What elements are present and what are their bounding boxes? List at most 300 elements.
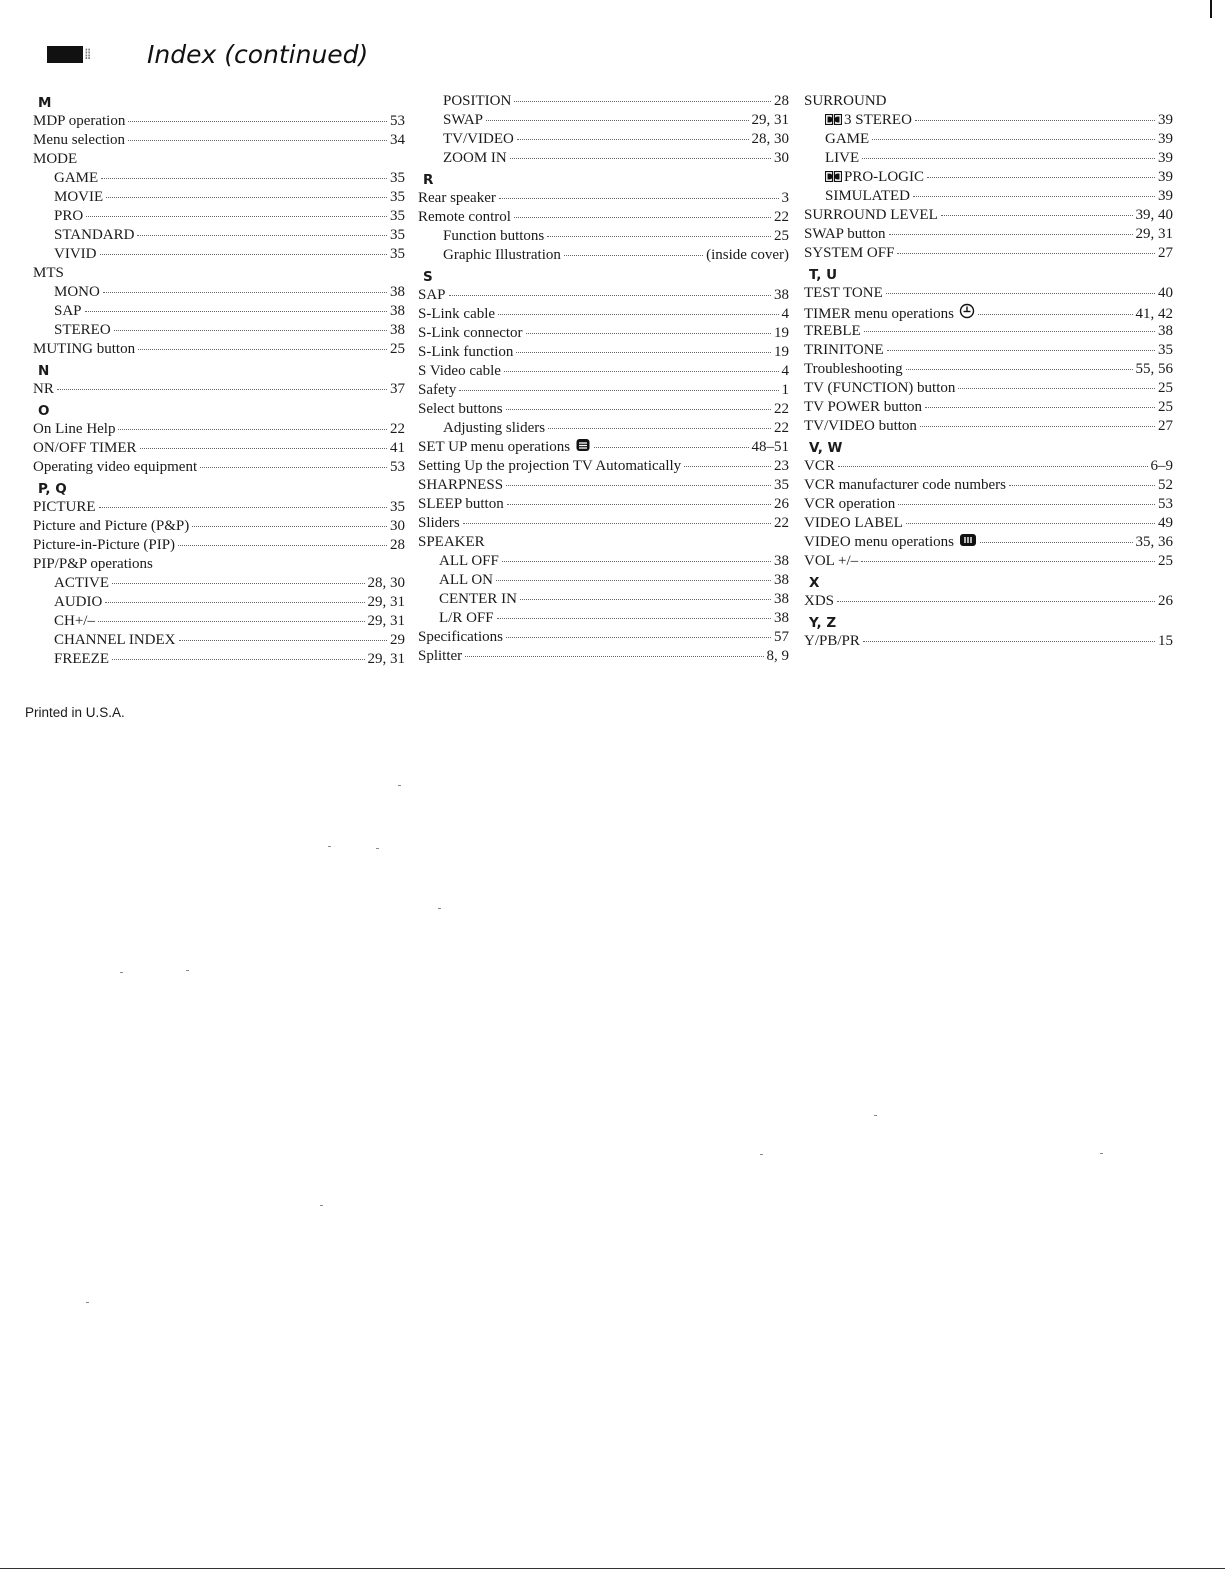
index-entry-text: L/R OFF — [439, 610, 494, 626]
index-entry-label — [33, 380, 54, 399]
index-entry-label — [33, 555, 153, 574]
page-number: 29, 31 — [367, 613, 405, 629]
index-entry-text: Picture and Picture (P&P) — [33, 518, 190, 534]
index-entry-text: Setting Up the projection TV Automatically — [418, 458, 682, 474]
index-entry-label — [804, 360, 903, 379]
page-number: 38 — [390, 284, 405, 300]
index-entry-muting-button — [33, 340, 405, 359]
timer-menu-icon — [959, 303, 975, 325]
index-entry-text: PICTURE — [33, 499, 96, 515]
index-entry-text: VCR manufacturer code numbers — [804, 477, 1007, 493]
index-entry-label — [54, 321, 111, 340]
index-entry-label — [825, 187, 910, 206]
scan-speck — [398, 785, 401, 786]
index-entry-text: SIMULATED — [825, 188, 910, 204]
index-entry-video-label — [804, 514, 1173, 533]
page-number: 34 — [390, 132, 405, 148]
index-entry-label — [804, 92, 887, 111]
dot-leader — [897, 253, 1155, 254]
dot-leader — [887, 350, 1155, 351]
dot-leader — [103, 292, 387, 293]
index-entry-select-buttons — [418, 400, 789, 419]
index-entry-label — [418, 400, 503, 419]
index-entry-label — [804, 398, 922, 417]
index-entry-system-off — [804, 244, 1173, 263]
index-entry-text: LIVE — [825, 150, 860, 166]
index-entry-label — [54, 302, 82, 321]
page-number: 35, 36 — [1135, 534, 1173, 550]
dot-leader — [548, 428, 771, 429]
dot-leader — [178, 545, 387, 546]
index-entry-label — [804, 592, 834, 611]
page-number: 49 — [1158, 515, 1173, 531]
index-letter-heading: S — [423, 269, 433, 285]
dot-leader — [925, 407, 1155, 408]
dot-leader — [915, 120, 1155, 121]
index-entry-text: S-Link function — [418, 344, 514, 360]
dot-leader — [459, 390, 778, 391]
index-entry-label — [418, 647, 462, 666]
index-entry-label — [418, 381, 456, 400]
page-number: 4 — [781, 306, 789, 322]
page-number: 29, 31 — [751, 112, 789, 128]
dot-leader — [200, 467, 387, 468]
index-entry-y-pb-pr — [804, 632, 1173, 651]
index-entry-text: MDP operation — [33, 113, 126, 129]
page-number: 35 — [390, 499, 405, 515]
dot-leader — [137, 235, 387, 236]
index-entry-text: S Video cable — [418, 363, 501, 379]
index-entry-active — [33, 574, 405, 593]
page-number: 30 — [774, 150, 789, 166]
index-entry-label — [804, 244, 894, 263]
index-entry-movie — [33, 188, 405, 207]
index-entry-text: Remote control — [418, 209, 511, 225]
index-entry-nr — [33, 380, 405, 399]
dot-leader — [838, 466, 1148, 467]
page-number: 8, 9 — [766, 648, 789, 664]
dot-leader — [497, 618, 771, 619]
page-number: 38 — [774, 610, 789, 626]
dot-leader — [140, 448, 388, 449]
index-entry-text: MONO — [54, 284, 100, 300]
dot-leader — [920, 426, 1155, 427]
dot-leader — [128, 140, 387, 141]
index-entry-label — [804, 514, 903, 533]
index-column-3 — [804, 92, 1173, 651]
index-entry-text: TIMER menu operations — [804, 306, 954, 322]
index-entry-ch — [33, 612, 405, 631]
dot-leader — [86, 216, 387, 217]
dot-leader — [85, 311, 387, 312]
dot-leader — [112, 659, 365, 660]
dolby-icon — [825, 112, 844, 131]
index-entry-s-link-connector — [418, 324, 789, 343]
index-entry-label — [804, 341, 884, 360]
index-entry-remote-control — [418, 208, 789, 227]
index-entry-mode — [33, 150, 405, 169]
index-column-2 — [418, 92, 789, 666]
dot-leader — [517, 139, 749, 140]
index-entry-label — [54, 650, 109, 669]
index-entry-standard — [33, 226, 405, 245]
index-entry-troubleshooting — [804, 360, 1173, 379]
index-entry-test-tone — [804, 284, 1173, 303]
index-entry-label — [418, 208, 511, 227]
index-entry-mono — [33, 283, 405, 302]
page-number: 29, 31 — [367, 594, 405, 610]
page-number: 38 — [774, 553, 789, 569]
index-entry-video-menu-operations — [804, 533, 1173, 552]
index-entry-text: SHARPNESS — [418, 477, 504, 493]
page-number: 19 — [774, 325, 789, 341]
index-letter-heading: Y, Z — [809, 615, 837, 631]
index-entry-label — [804, 379, 955, 398]
index-entry-center-in — [418, 590, 789, 609]
page-number: 28, 30 — [751, 131, 789, 147]
index-entry-label — [439, 590, 517, 609]
index-entry-tv-video — [418, 130, 789, 149]
bottom-rule — [0, 1568, 1225, 1569]
index-entry-text: 3 STEREO — [844, 112, 912, 128]
index-entry-label — [443, 111, 483, 130]
dolby-icon — [825, 169, 844, 188]
page-number: (inside cover) — [706, 247, 789, 263]
page-number: 1 — [781, 382, 789, 398]
index-entry-sliders — [418, 514, 789, 533]
page-number: 39 — [1158, 150, 1173, 166]
index-entry-label — [33, 264, 64, 283]
page-number: 29, 31 — [1135, 226, 1173, 242]
index-entry-label — [825, 168, 924, 188]
index-entry-label — [54, 631, 176, 650]
index-entry-text: PRO — [54, 208, 84, 224]
index-entry-freeze — [33, 650, 405, 669]
index-entry-text: CENTER IN — [439, 591, 517, 607]
dot-leader — [906, 523, 1155, 524]
dot-leader — [101, 178, 387, 179]
index-entry-label — [54, 169, 98, 188]
index-entry-text: SWAP button — [804, 226, 886, 242]
dot-leader — [99, 507, 387, 508]
index-entry-label — [825, 130, 869, 149]
page-number: 38 — [390, 322, 405, 338]
index-entry-label — [418, 362, 501, 381]
index-entry-text: SET UP menu operations — [418, 439, 571, 455]
index-entry-label — [418, 286, 446, 305]
setup-menu-icon — [575, 438, 591, 458]
index-entry-vcr-manufacturer-code-numbers — [804, 476, 1173, 495]
page-number: 41, 42 — [1135, 306, 1173, 322]
index-entry-label — [418, 189, 496, 208]
dot-leader — [114, 330, 387, 331]
index-entry-label — [54, 612, 95, 631]
page-number: 40 — [1158, 285, 1173, 301]
index-entry-stereo — [33, 321, 405, 340]
index-entry-label — [443, 246, 561, 265]
index-entry-sap — [33, 302, 405, 321]
page-number: 15 — [1158, 633, 1173, 649]
index-entry-swap — [418, 111, 789, 130]
index-entry-label — [33, 340, 135, 359]
index-entry-text: Graphic Illustration — [443, 247, 561, 263]
index-entry-text: AUDIO — [54, 594, 103, 610]
index-entry-label — [33, 420, 115, 439]
index-entry-audio — [33, 593, 405, 612]
index-entry-text: VIVID — [54, 246, 97, 262]
dot-leader — [463, 523, 771, 524]
index-entry-l-r-off — [418, 609, 789, 628]
index-entry-text: ALL ON — [439, 572, 494, 588]
index-entry-specifications — [418, 628, 789, 647]
index-entry-all-on — [418, 571, 789, 590]
index-entry-text: MTS — [33, 265, 64, 281]
index-entry-label — [443, 130, 514, 149]
index-entry-text: PRO-LOGIC — [844, 169, 925, 185]
index-entry-text: Sliders — [418, 515, 460, 531]
index-entry-vol — [804, 552, 1173, 571]
dot-leader — [886, 293, 1155, 294]
dot-leader — [504, 371, 779, 372]
index-letter-heading: M — [38, 95, 52, 111]
index-entry-label — [439, 552, 499, 571]
index-entry-text: TEST TONE — [804, 285, 883, 301]
dot-leader — [98, 621, 365, 622]
dot-leader — [906, 369, 1133, 370]
dot-leader — [684, 466, 771, 467]
index-entry-label — [804, 552, 858, 571]
index-entry-text: SWAP — [443, 112, 484, 128]
index-entry-text: MODE — [33, 151, 78, 167]
page-number: 38 — [774, 572, 789, 588]
page-number: 53 — [390, 459, 405, 475]
dot-leader — [978, 314, 1133, 315]
index-entry-text: Select buttons — [418, 401, 503, 417]
page-number: 39 — [1158, 188, 1173, 204]
page-number: 3 — [781, 190, 789, 206]
dot-leader — [863, 641, 1155, 642]
scan-speck — [760, 1154, 763, 1155]
page-number: 38 — [774, 287, 789, 303]
index-entry-text: FREEZE — [54, 651, 109, 667]
index-entry-label — [33, 131, 125, 150]
index-entry-text: VOL +/– — [804, 553, 859, 569]
page-number: 55, 56 — [1135, 361, 1173, 377]
page-number: 27 — [1158, 418, 1173, 434]
index-entry-xds — [804, 592, 1173, 611]
index-entry-mdp-operation — [33, 112, 405, 131]
page-number: 26 — [1158, 593, 1173, 609]
page-number: 25 — [390, 341, 405, 357]
scan-speck — [120, 972, 123, 973]
index-entry-timer-menu-operations — [804, 303, 1173, 322]
index-entry-pip-p-p-operations — [33, 555, 405, 574]
index-entry-game — [804, 130, 1173, 149]
index-entry-label — [33, 498, 96, 517]
index-entry-text: GAME — [54, 170, 99, 186]
page-number: 22 — [774, 515, 789, 531]
dot-leader — [514, 217, 771, 218]
scan-speck — [438, 908, 441, 909]
index-entry-mts — [33, 264, 405, 283]
page-number: 35 — [390, 227, 405, 243]
index-entry-text: Troubleshooting — [804, 361, 903, 377]
page-number: 23 — [774, 458, 789, 474]
index-entry-text: CHANNEL INDEX — [54, 632, 176, 648]
index-entry-text: Operating video equipment — [33, 459, 198, 475]
index-entry-label — [33, 536, 175, 555]
index-entry-label — [804, 495, 895, 514]
printed-in-note: Printed in U.S.A. — [25, 705, 125, 720]
index-entry-label — [804, 322, 861, 341]
index-entry-text: TV (FUNCTION) button — [804, 380, 956, 396]
index-entry-operating-video-equipment — [33, 458, 405, 477]
index-entry-label — [54, 283, 100, 302]
index-entry-sap — [418, 286, 789, 305]
page-number: 19 — [774, 344, 789, 360]
index-entry-tv-function-button — [804, 379, 1173, 398]
index-entry-label — [804, 457, 835, 476]
index-entry-label — [418, 628, 503, 647]
index-entry-label — [54, 207, 83, 226]
page-number: 26 — [774, 496, 789, 512]
index-entry-s-video-cable — [418, 362, 789, 381]
index-entry-text: MOVIE — [54, 189, 104, 205]
scan-speck — [874, 1115, 877, 1116]
page-number: 30 — [390, 518, 405, 534]
index-entry-label — [804, 284, 883, 303]
index-entry-text: Picture-in-Picture (PIP) — [33, 537, 176, 553]
index-letter-heading: O — [38, 403, 50, 419]
index-column-1 — [33, 92, 405, 669]
index-entry-sleep-button — [418, 495, 789, 514]
scan-speck — [86, 1302, 89, 1303]
index-entry-s-link-function — [418, 343, 789, 362]
dot-leader — [100, 254, 388, 255]
page-number: 35 — [390, 246, 405, 262]
dot-leader — [913, 196, 1155, 197]
dot-leader — [864, 331, 1155, 332]
index-entry-text: TRINITONE — [804, 342, 884, 358]
index-entry-adjusting-sliders — [418, 419, 789, 438]
scan-speck — [186, 970, 189, 971]
index-letter-heading: R — [423, 172, 434, 188]
page-number: 39, 40 — [1135, 207, 1173, 223]
index-entry-on-off-timer — [33, 439, 405, 458]
scan-speck — [320, 1205, 323, 1206]
section-tab-icon: ⁞⁞ — [47, 46, 93, 63]
index-entry-label — [33, 112, 125, 131]
index-entry-text: VCR — [804, 458, 835, 474]
dot-leader — [958, 388, 1155, 389]
index-entry-text: TREBLE — [804, 323, 861, 339]
dot-leader — [506, 409, 771, 410]
index-entry-tv-power-button — [804, 398, 1173, 417]
index-entry-text: TV/VIDEO button — [804, 418, 917, 434]
index-entry-s-link-cable — [418, 305, 789, 324]
index-entry-set-up-menu-operations — [418, 438, 789, 457]
index-entry-channel-index — [33, 631, 405, 650]
index-entry-text: SYSTEM OFF — [804, 245, 895, 261]
index-entry-label — [418, 514, 460, 533]
index-entry-text: ALL OFF — [439, 553, 499, 569]
index-entry-surround-level — [804, 206, 1173, 225]
index-entry-text: XDS — [804, 593, 835, 609]
index-entry-safety — [418, 381, 789, 400]
index-entry-label — [804, 225, 886, 244]
index-entry-label — [418, 438, 591, 458]
page-number: 28 — [390, 537, 405, 553]
index-entry-vcr-operation — [804, 495, 1173, 514]
dot-leader — [105, 602, 364, 603]
index-entry-label — [418, 343, 513, 362]
dot-leader — [510, 158, 771, 159]
index-letter-heading: X — [809, 575, 820, 591]
dot-leader — [526, 333, 771, 334]
index-entry-label — [33, 458, 197, 477]
index-entry-label — [825, 149, 859, 168]
page-number: 52 — [1158, 477, 1173, 493]
index-entry-label — [54, 245, 97, 264]
page-number: 27 — [1158, 245, 1173, 261]
index-entry-text: Function buttons — [443, 228, 545, 244]
index-entry-text: STEREO — [54, 322, 111, 338]
video-menu-icon — [959, 533, 977, 553]
dot-leader — [506, 637, 771, 638]
index-entry-text: TV POWER button — [804, 399, 923, 415]
page-number: 35 — [1158, 342, 1173, 358]
page-number: 35 — [390, 189, 405, 205]
index-entry-text: SAP — [54, 303, 82, 319]
index-entry-label — [804, 206, 938, 225]
page-number: 25 — [774, 228, 789, 244]
page-number: 29, 31 — [367, 651, 405, 667]
dot-leader — [465, 656, 763, 657]
index-entry-label — [418, 457, 681, 476]
dot-leader — [506, 485, 771, 486]
index-entry-text: STANDARD — [54, 227, 135, 243]
index-entry-text: SURROUND LEVEL — [804, 207, 938, 223]
index-entry-label — [33, 150, 77, 169]
index-entry-text: SAP — [418, 287, 446, 303]
dot-leader — [486, 120, 748, 121]
page-number: 41 — [390, 440, 405, 456]
page-number: 35 — [774, 477, 789, 493]
page-number: 28 — [774, 93, 789, 109]
dot-leader — [57, 389, 387, 390]
index-entry-text: ZOOM IN — [443, 150, 507, 166]
index-entry-label — [418, 324, 523, 343]
index-entry-text: On Line Help — [33, 421, 116, 437]
dot-leader — [1009, 485, 1155, 486]
index-entry-label — [443, 419, 545, 438]
index-entry-tv-video-button — [804, 417, 1173, 436]
page-number: 37 — [390, 381, 405, 397]
page-number: 22 — [774, 420, 789, 436]
dot-leader — [138, 349, 387, 350]
index-entry-picture-in-picture-pip — [33, 536, 405, 555]
index-entry-label — [54, 574, 109, 593]
index-entry-text: PIP/P&P operations — [33, 556, 153, 572]
scan-speck — [1100, 1153, 1103, 1154]
scan-speck — [376, 848, 379, 849]
index-entry-text: NR — [33, 381, 54, 397]
page-number: 35 — [390, 208, 405, 224]
dot-leader — [516, 352, 771, 353]
index-entry-menu-selection — [33, 131, 405, 150]
index-entry-text: S-Link connector — [418, 325, 523, 341]
dot-leader — [514, 101, 771, 102]
